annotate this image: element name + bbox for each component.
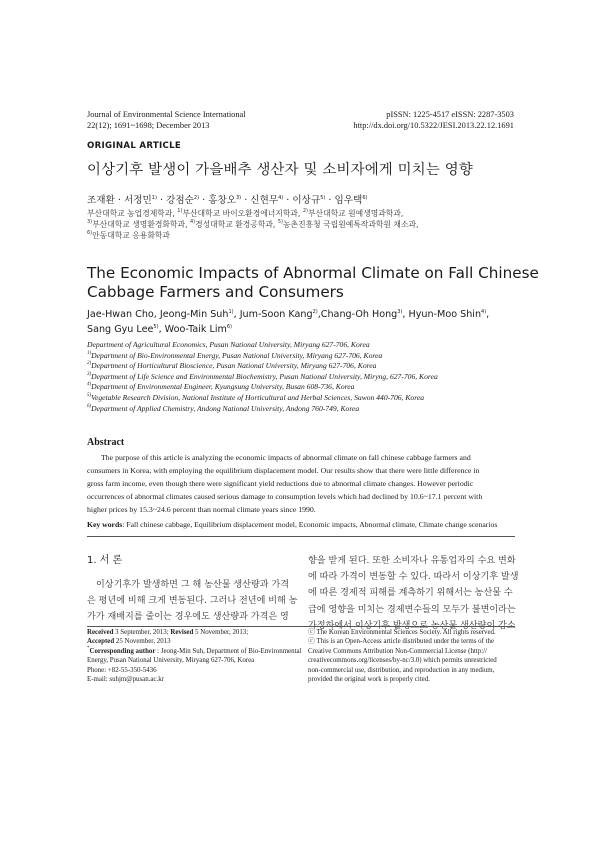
english-affiliation-line — [87, 361, 438, 372]
journal-doi: http://dx.doi.org/10.5322/JESI.2013.22.12.1691 — [353, 121, 514, 130]
english-title-line-1: The Economic Impacts of Abnormal Climate on Fall Chinese — [87, 264, 539, 282]
english-affiliation-line — [87, 393, 438, 404]
abstract-line: consumers in Korea, with employing the equilibrium displacement model. Our results show that there were little difference in — [87, 466, 480, 476]
english-affiliation-text: Department of Agricultural Economics, Pusan National University, Miryang 627-706, Korea — [87, 340, 370, 349]
author-superscript: 6) — [362, 195, 368, 201]
license-line: provided the original work is properly cited. — [308, 676, 430, 684]
journal-name: Journal of Environmental Science International — [87, 110, 246, 119]
body-line: 향을 받게 된다. 또한 소비자나 유통업자의 수요 변화 — [308, 556, 516, 566]
english-affiliation-text: Department of Applied Chemistry, Andong National University, Andong 760-749, Korea — [91, 403, 360, 413]
korean-affiliation-text: 부산대학교 생명환경화학과, — [92, 220, 190, 230]
korean-author-name: 조재환 — [87, 195, 115, 206]
english-author-name: Sang Gyu Lee — [87, 324, 154, 335]
korean-author-list — [87, 192, 367, 206]
korean-author-name: 신현무 — [250, 195, 279, 206]
korean-author-name: 임우택 — [334, 195, 363, 206]
article-type: ORIGINAL ARTICLE — [87, 141, 182, 151]
accepted-line: Accepted 25 November, 2013 — [87, 638, 171, 646]
footnote-right — [308, 628, 516, 684]
affiliation-superscript: 5) — [277, 219, 284, 226]
english-title — [87, 264, 539, 302]
journal-issue: 22(12); 1691~1698; December 2013 — [87, 121, 210, 130]
english-affiliation-text: Department of Horticultural Bioscience, Pusan National University, Miryang 627-706, Korea — [91, 361, 377, 371]
author-separator: · — [325, 195, 335, 206]
affiliation-superscript: 1) — [87, 350, 92, 356]
abstract-line: gross farm income, even though there were significant yield reductions due to abnormal climate changes. However periodic — [87, 479, 474, 489]
english-author-name: Jeong-Min Suh — [159, 309, 229, 320]
korean-affiliation-text: 안동대학교 응용화학과 — [92, 231, 170, 241]
english-author-name: Chang-Oh Hong — [320, 309, 398, 320]
author-superscript: 3) — [236, 195, 242, 201]
affiliation-superscript: 1) — [177, 208, 183, 214]
english-author-line — [87, 307, 489, 322]
author-superscript: 5) — [153, 324, 159, 330]
affiliation-superscript: 2) — [87, 361, 92, 367]
keywords-line — [87, 520, 497, 529]
korean-author-name: 서정민 — [123, 195, 152, 206]
affiliation-superscript: 2) — [302, 208, 308, 214]
license-line: creativecommons.org/licenses/by-nc/3.0) which permits unrestricted — [308, 657, 497, 665]
author-separator: , — [158, 324, 165, 335]
english-affiliation-text: Vegetable Research Division, National Institute of Horticultural and Herbal Sciences, Suwon 440-706, Korea — [91, 392, 425, 402]
abstract-line: The purpose of this article is analyzing the economic impacts of abnormal climate on fall chinese cabbage farmers and — [101, 453, 471, 462]
body-line: 이상기후가 발생하면 그 해 농산물 생산량과 가격 — [96, 580, 290, 590]
english-affiliations — [87, 340, 438, 414]
author-separator: · — [114, 195, 124, 206]
english-affiliation-line — [87, 372, 438, 383]
english-affiliation-line — [87, 351, 438, 362]
author-superscript: 5) — [320, 195, 326, 201]
corresponding-line: *Corresponding author : Jeong-Min Suh, Department of Bio-Environmental — [87, 645, 302, 655]
author-separator: · — [241, 195, 251, 206]
footnote-divider — [87, 626, 515, 627]
english-affiliation-line — [87, 340, 438, 351]
footnote-left — [87, 628, 301, 684]
english-author-list — [87, 307, 489, 337]
body-line: 급에 영향을 미치는 경제변수들의 모두가 불변이라는 — [308, 604, 516, 615]
korean-author-name: 이상규 — [292, 195, 321, 206]
korean-affiliation-text: 농촌진흥청 국립원예특작과학원 채소과, — [283, 220, 419, 230]
korean-affiliations — [87, 208, 419, 242]
english-affiliation-line — [87, 382, 438, 393]
body-line: 에 따른 경제적 피해를 계측하기 위해서는 농산물 수 — [308, 588, 513, 599]
author-separator: , — [317, 309, 321, 320]
korean-author-name: 홍창오 — [208, 195, 236, 206]
license-line: non-commercial use, distribution, and reproduction in any medium, — [308, 666, 495, 674]
abstract-line: higher prices by 15.3~24.6 percent than normal climate years since 1990. — [87, 505, 316, 515]
license-line: ⓒ This is an Open-Access article distributed under the terms of the — [308, 638, 495, 646]
english-author-name: Hyun-Moo Shin — [408, 309, 482, 320]
author-superscript: 2) — [312, 309, 318, 315]
author-superscript: 6) — [226, 324, 233, 330]
english-title-line-2: Cabbage Farmers and Consumers — [87, 283, 344, 301]
body-line: 은 평년에 비해 크게 변동된다. 그러나 전년에 비해 농 — [87, 596, 298, 607]
keywords-text: : Fall chinese cabbage, Equilibrium displacement model, Economic impacts, Abnormal climate, Climate change scenarios — [122, 520, 498, 529]
korean-affiliation-text: 경성대학교 환경공학과, — [195, 220, 278, 230]
korean-affiliation-text: 부산대학교 농업경제학과, — [87, 209, 178, 218]
affiliation-superscript: 6) — [87, 230, 93, 237]
author-separator: · — [283, 195, 293, 206]
copyright-line: ⓒ The Korean Environmental Sciences Society. All rights reserved. — [308, 629, 496, 636]
author-separator: , — [233, 309, 240, 320]
email-line: E-mail: suhjm@pusan.ac.kr — [87, 676, 164, 684]
korean-affiliation-line — [87, 230, 419, 241]
keywords-divider — [87, 536, 515, 537]
abstract-line: occurrences of abnormal climates caused serious damage to consumption levels which had declined by 10.6~17.1 percent with — [87, 492, 483, 502]
author-separator: , — [153, 309, 160, 320]
body-left-column — [87, 577, 298, 626]
korean-affiliation-line — [87, 219, 419, 230]
korean-affiliation-text: 부산대학교 원예생명과학과, — [308, 209, 404, 218]
author-separator: · — [156, 195, 167, 206]
address-line: Energy, Pusan National University, Miryang 627-706, Korea — [87, 657, 255, 665]
body-line: 가가 재배지를 줄이는 경우에도 생산량과 가격은 영 — [87, 612, 289, 623]
section-heading: 1. 서 론 — [87, 555, 123, 566]
phone-line: Phone: +82-55-350-5436 — [87, 666, 157, 674]
author-superscript: 3) — [397, 309, 403, 315]
english-affiliation-line — [87, 404, 438, 415]
affiliation-superscript: 6) — [87, 403, 92, 409]
affiliation-superscript: 4) — [87, 382, 92, 388]
korean-author-name: 강점순 — [166, 195, 194, 206]
english-author-name: Jum-Soon Kang — [239, 309, 313, 320]
english-affiliation-text: Department of Bio-Environmental Energy, Pusan National University, Miryang 627-706, Korea — [91, 350, 383, 360]
author-superscript: 4) — [481, 309, 487, 315]
body-line: 에 따라 가격이 변동할 수 있다. 따라서 이상기후 발생 — [308, 572, 519, 583]
author-superscript: 2) — [193, 195, 200, 201]
affiliation-superscript: 3) — [87, 219, 93, 226]
abstract-body — [87, 451, 515, 516]
author-separator: , — [486, 309, 490, 320]
license-line: Creative Commons Attribution Non-Commercial License (http:// — [308, 647, 487, 655]
korean-title: 이상기후 발생이 가을배추 생산자 및 소비자에게 미치는 영향 — [87, 162, 473, 178]
english-author-name: Jae-Hwan Cho — [87, 309, 154, 320]
author-superscript: 1) — [228, 309, 234, 315]
affiliation-superscript: 4) — [189, 219, 196, 226]
body-line: 가정하에서 이상기후 발생으로 농산물 생산량이 감소 — [308, 620, 516, 631]
author-separator: , — [402, 309, 409, 320]
journal-issn: pISSN: 1225-4517 eISSN: 2287-3503 — [386, 110, 514, 119]
keywords-label: Key words — [87, 520, 123, 529]
english-affiliation-text: Department of Life Science and Environmental Biochemistry, Pusan National University, Miryng, 627-706, Korea — [91, 371, 438, 381]
body-right-column — [308, 553, 519, 634]
english-author-line — [87, 322, 489, 337]
received-line: Received 3 September, 2013; Revised 5 November, 2013; — [87, 629, 249, 636]
korean-affiliation-text: 부산대학교 바이오환경에너지학과, — [182, 209, 303, 218]
affiliation-superscript: 3) — [87, 371, 92, 377]
author-superscript: 4) — [278, 195, 284, 201]
author-superscript: 1) — [151, 195, 157, 201]
english-author-name: Woo-Taik Lim — [164, 324, 227, 335]
english-affiliation-text: Department of Environmental Engineer, Kyungsung University, Busan 608-736, Korea — [91, 382, 355, 392]
abstract-heading: Abstract — [87, 437, 125, 448]
author-separator: · — [199, 195, 209, 206]
affiliation-superscript: 5) — [87, 392, 92, 398]
korean-affiliation-line — [87, 208, 419, 219]
